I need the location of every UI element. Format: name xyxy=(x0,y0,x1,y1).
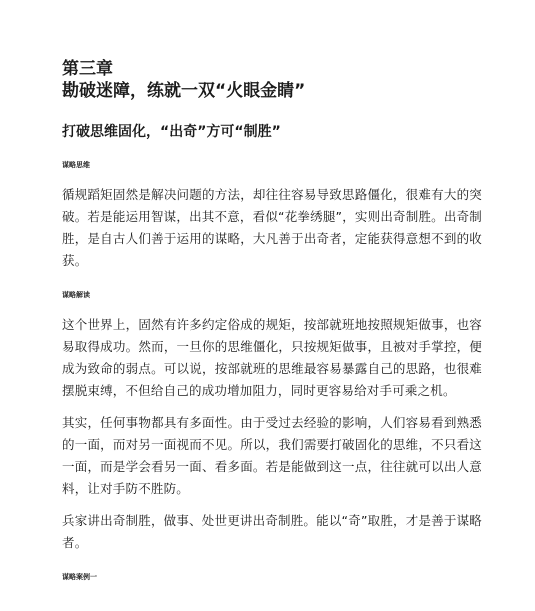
chapter-number: 第三章 xyxy=(62,59,113,79)
label-strategy-interpretation: 谋略解读 xyxy=(62,291,90,299)
label-strategy-case-1: 谋略案例一 xyxy=(62,573,97,581)
paragraph-3: 其实，任何事物都具有多面性。由于受过去经验的影响，人们容易看到熟悉的一面，而对另一面视而不见。所以，我们需要打破固化的思维，不只看这一面，而是学会看另一面、看多面。若是能做到这一点，往往就可以出人意料，让对手防不胜防。 xyxy=(62,415,482,496)
paragraph-1: 循规蹈矩固然是解决问题的方法，却往往容易导致思路僵化，很难有大的突破。若是能运用智谋，出其不意，看似“花拳绣腿”，实则出奇制胜。出奇制胜，是自古人们善于运用的谋略，大凡善于出奇者，定能获得意想不到的收获。 xyxy=(62,187,482,268)
label-strategy-thinking: 谋略思维 xyxy=(62,161,90,169)
chapter-title: 勘破迷障，练就一双“火眼金睛” xyxy=(62,81,306,101)
section-title: 打破思维固化，“出奇”方可“制胜” xyxy=(62,124,281,140)
paragraph-2: 这个世界上，固然有许多约定俗成的规矩，按部就班地按照规矩做事，也容易取得成功。然而，一旦你的思维僵化，只按规矩做事，且被对手掌控，便成为致命的弱点。可以说，按部就班的思维最容易暴露自己的思路，也很难摆脱束缚，不但给自己的成功增加阻力，同时更容易给对手可乘之机。 xyxy=(62,317,482,398)
paragraph-4: 兵家讲出奇制胜，做事、处世更讲出奇制胜。能以“奇”取胜，才是善于谋略者。 xyxy=(62,513,482,550)
page-content xyxy=(62,58,482,582)
